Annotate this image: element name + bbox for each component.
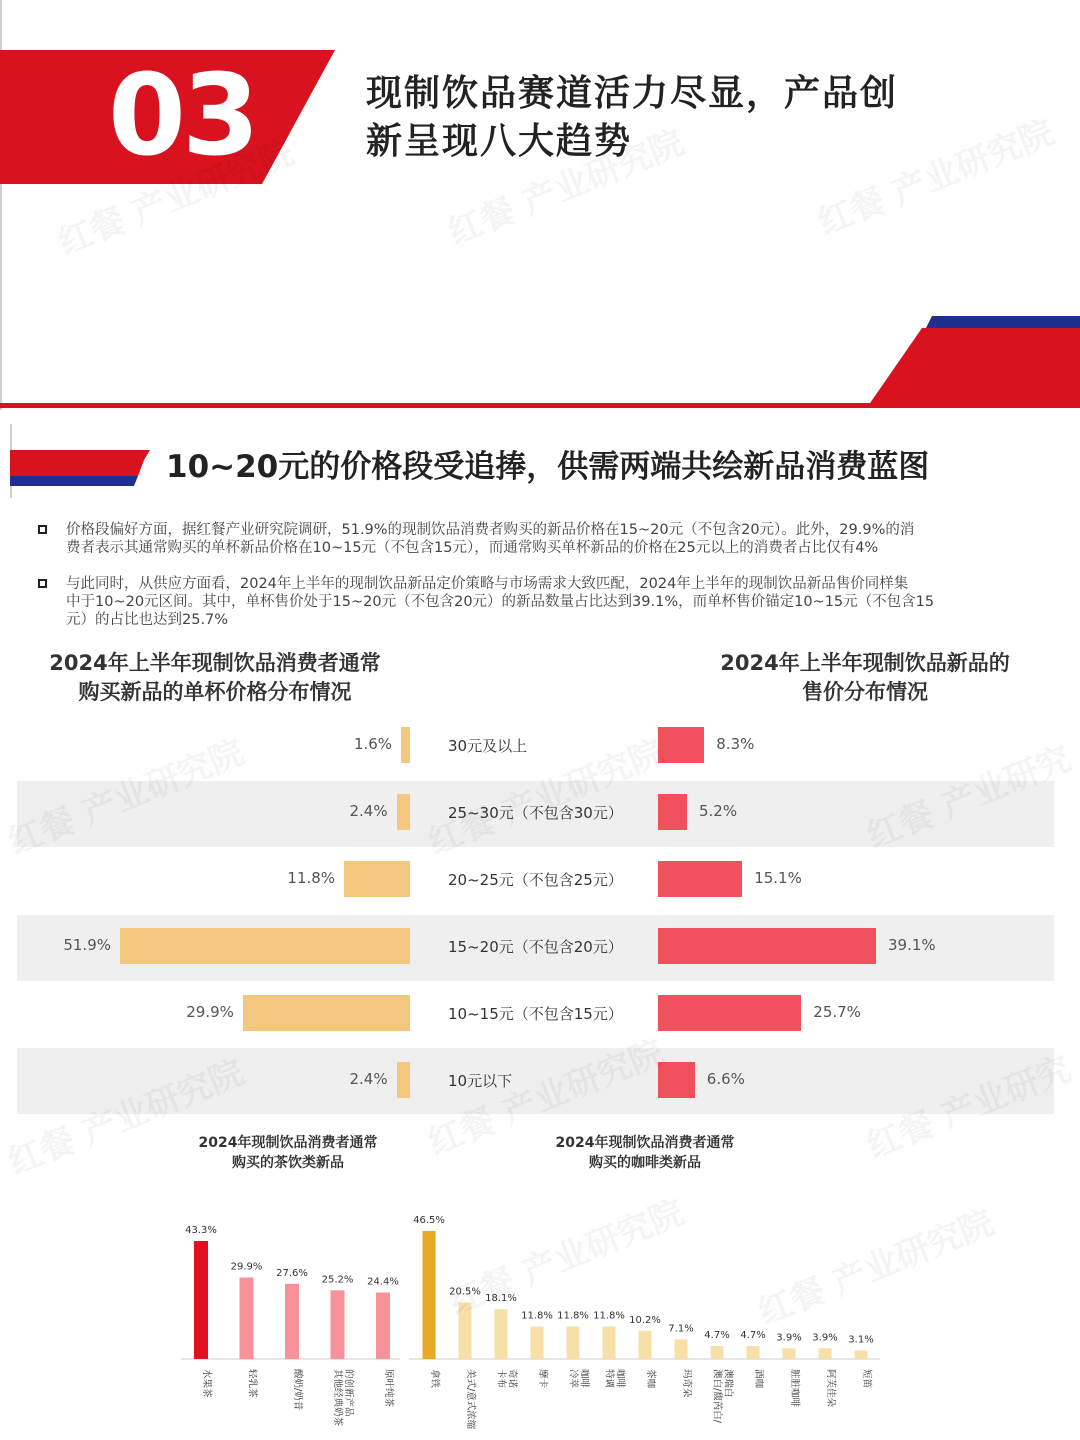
- bar-value-label: 43.3%: [185, 1225, 217, 1236]
- coffee-bar: [783, 1348, 796, 1359]
- category-tick-label: 卡布: [495, 1369, 507, 1389]
- consumer-price-chart-title-line-2: 购买新品的单杯价格分布情况: [78, 680, 352, 704]
- tea-bar: [331, 1290, 345, 1359]
- consumer-bar: [397, 794, 410, 830]
- category-tick-label: 咖啡: [578, 1369, 590, 1389]
- bar-value-label: 18.1%: [485, 1293, 517, 1305]
- paragraph-2-line-1: 与此同时，从供应方面看，2024年上半年的现制饮品新品定价策略与市场需求大致匹配，2024年上半年的现制饮品新品售价同样集: [66, 576, 909, 592]
- section-title: [366, 70, 966, 166]
- tea-chart-title: [160, 1133, 416, 1173]
- category-tick-label: 玛奇朵: [681, 1369, 692, 1398]
- new-product-bar-value-label: 5.2%: [698, 802, 738, 820]
- tea-bar: [285, 1284, 299, 1359]
- bar-value-label: 3.9%: [776, 1332, 802, 1344]
- consumer-bar-value-label: 29.9%: [186, 1003, 234, 1021]
- category-tick-label: 拿铁: [429, 1369, 440, 1389]
- new-product-bar-value-label: 25.7%: [813, 1003, 861, 1021]
- coffee-bar: [603, 1327, 616, 1359]
- bar-value-label: 10.2%: [629, 1314, 661, 1326]
- bar-value-label: 11.8%: [593, 1310, 625, 1322]
- coffee-bar: [495, 1309, 508, 1359]
- tea-bar: [194, 1241, 208, 1359]
- new-product-bar: [658, 861, 742, 897]
- price-range-label: 10~15元（不包含15元）: [448, 1005, 623, 1023]
- category-tick-label: 原叶纯茶: [383, 1369, 394, 1408]
- consumer-bar-value-label: 2.4%: [349, 802, 388, 820]
- category-tick-label: 脏脏咖啡: [789, 1369, 800, 1408]
- bar-value-label: 11.8%: [557, 1310, 589, 1322]
- consumer-bar: [243, 995, 410, 1031]
- category-tick-label: 特调: [603, 1369, 615, 1389]
- new-product-bar-value-label: 39.1%: [888, 936, 936, 954]
- consumer-bar-value-label: 51.9%: [63, 936, 111, 954]
- category-tick-label: 轻乳茶: [246, 1369, 258, 1398]
- corner-stripe-decoration: [860, 312, 1080, 412]
- paragraph-1-line-2: 费者表示其通常购买的单杯新品价格在10~15元（不包含15元），而通常购买单杯新品的价格在25元以上的消费者占比仅有4%: [66, 540, 879, 556]
- coffee-bar: [819, 1348, 832, 1359]
- price-range-label: 10元以下: [448, 1072, 513, 1090]
- paragraph-2: [36, 575, 1056, 629]
- consumer-price-chart-title: [10, 649, 420, 707]
- new-product-price-chart-title: [680, 649, 1050, 707]
- paragraph-2-line-2: 中于10~20元区间。其中，单杯售价处于15~20元（不包含20元）的新品数量占比达到39.1%，而单杯售价锚定10~15元（不包含15: [66, 594, 935, 610]
- bar-value-label: 24.4%: [367, 1276, 399, 1288]
- bar-value-label: 3.1%: [848, 1334, 874, 1346]
- category-tick-label: 澳白/馥芮白/: [711, 1369, 723, 1423]
- coffee-chart-title-line-2: 购买的咖啡类新品: [589, 1155, 701, 1171]
- new-product-bar-value-label: 15.1%: [754, 869, 802, 887]
- consumer-price-chart-title-line-1: 2024年上半年现制饮品消费者通常: [49, 651, 381, 675]
- category-tick-label: 澳瑞白: [722, 1369, 734, 1398]
- paragraph-2-line-3: 元）的占比也达到25.7%: [66, 612, 229, 628]
- category-tick-label: 冷萃: [567, 1369, 579, 1389]
- category-tick-label: 美式/意式浓缩: [465, 1369, 476, 1430]
- bar-value-label: 4.7%: [740, 1330, 766, 1342]
- new-product-bar: [658, 727, 704, 763]
- category-tick-label: 摩卡: [537, 1369, 548, 1389]
- coffee-new-products-chart: [405, 1200, 880, 1438]
- category-tick-label: 短笛: [861, 1369, 872, 1389]
- bar-value-label: 7.1%: [668, 1323, 694, 1335]
- price-range-label: 15~20元（不包含20元）: [448, 938, 623, 956]
- tea-new-products-chart: [170, 1200, 400, 1438]
- bar-value-label: 11.8%: [521, 1310, 553, 1322]
- category-tick-label: 酸奶/奶昔: [292, 1369, 303, 1411]
- category-tick-label: 酒咖: [753, 1369, 764, 1389]
- price-range-label: 20~25元（不包含25元）: [448, 871, 623, 889]
- section-number: 03: [108, 51, 256, 181]
- coffee-bar: [639, 1331, 652, 1359]
- bullet-square-icon: [38, 525, 47, 534]
- new-product-price-chart-title-line-2: 售价分布情况: [802, 680, 928, 704]
- paragraph-1: [36, 521, 1056, 557]
- new-product-bar: [658, 928, 876, 964]
- consumer-bar: [344, 861, 410, 897]
- category-tick-label: 其他经典奶茶: [332, 1369, 343, 1427]
- new-product-bar-value-label: 8.3%: [716, 735, 755, 753]
- price-distribution-chart: [0, 712, 1080, 1112]
- tea-bar: [376, 1293, 390, 1359]
- coffee-bar: [531, 1327, 544, 1359]
- coffee-bar: [855, 1350, 868, 1359]
- coffee-chart-title-line-1: 2024年现制饮品消费者通常: [555, 1135, 735, 1151]
- consumer-bar-value-label: 1.6%: [353, 735, 393, 753]
- tea-chart-title-line-2: 购买的茶饮类新品: [232, 1155, 344, 1171]
- new-product-bar: [658, 1062, 695, 1098]
- consumer-bar: [397, 1062, 410, 1098]
- category-tick-label: 水果茶: [201, 1369, 212, 1398]
- coffee-bar: [459, 1303, 472, 1359]
- category-tick-label: 阿芙佳朵: [825, 1369, 836, 1408]
- consumer-bar: [401, 727, 410, 763]
- header-divider-line: [0, 403, 1080, 408]
- price-range-label: 25~30元（不包含30元）: [448, 804, 623, 822]
- bar-value-label: 4.7%: [704, 1330, 730, 1342]
- new-product-bar: [658, 995, 801, 1031]
- bar-value-label: 46.5%: [413, 1215, 445, 1226]
- coffee-chart-title: [520, 1133, 770, 1173]
- new-product-price-chart-title-line-1: 2024年上半年现制饮品新品的: [720, 651, 1010, 675]
- coffee-bar: [711, 1346, 724, 1359]
- consumer-bar: [120, 928, 410, 964]
- bullet-square-icon: [38, 579, 47, 588]
- subsection-stripe-decoration: [10, 450, 150, 486]
- consumer-bar-value-label: 11.8%: [287, 869, 336, 887]
- coffee-bar: [567, 1327, 580, 1359]
- bar-value-label: 27.6%: [276, 1267, 308, 1279]
- category-tick-label: 咖啡: [614, 1369, 626, 1389]
- bar-value-label: 29.9%: [230, 1261, 263, 1273]
- subsection-title: 10~20元的价格段受追捧，供需两端共绘新品消费蓝图: [166, 449, 930, 485]
- bar-value-label: 20.5%: [449, 1286, 481, 1298]
- tea-chart-title-line-1: 2024年现制饮品消费者通常: [198, 1135, 378, 1151]
- price-range-label: 30元及以上: [448, 737, 528, 755]
- paragraph-1-line-1: 价格段偏好方面，据红餐产业研究院调研，51.9%的现制饮品消费者购买的新品价格在15~20元（不包含20元）。此外，29.9%的消: [66, 522, 915, 538]
- category-tick-label: 奇诺: [506, 1369, 518, 1389]
- consumer-bar-value-label: 2.4%: [349, 1070, 388, 1088]
- bar-value-label: 25.2%: [321, 1274, 354, 1286]
- category-tick-label: 的创新产品: [343, 1369, 354, 1417]
- bar-value-label: 3.9%: [812, 1332, 838, 1344]
- tea-bar: [240, 1278, 254, 1359]
- new-product-bar-value-label: 6.6%: [706, 1070, 745, 1088]
- coffee-bar: [675, 1339, 688, 1359]
- new-product-bar: [658, 794, 687, 830]
- coffee-bar: [747, 1346, 760, 1359]
- coffee-bar: [423, 1231, 436, 1359]
- category-tick-label: 茶咖: [645, 1369, 656, 1389]
- section-title-line-2: 新呈现八大趋势: [366, 121, 633, 162]
- section-title-line-1: 现制饮品赛道活力尽显，产品创: [366, 73, 899, 114]
